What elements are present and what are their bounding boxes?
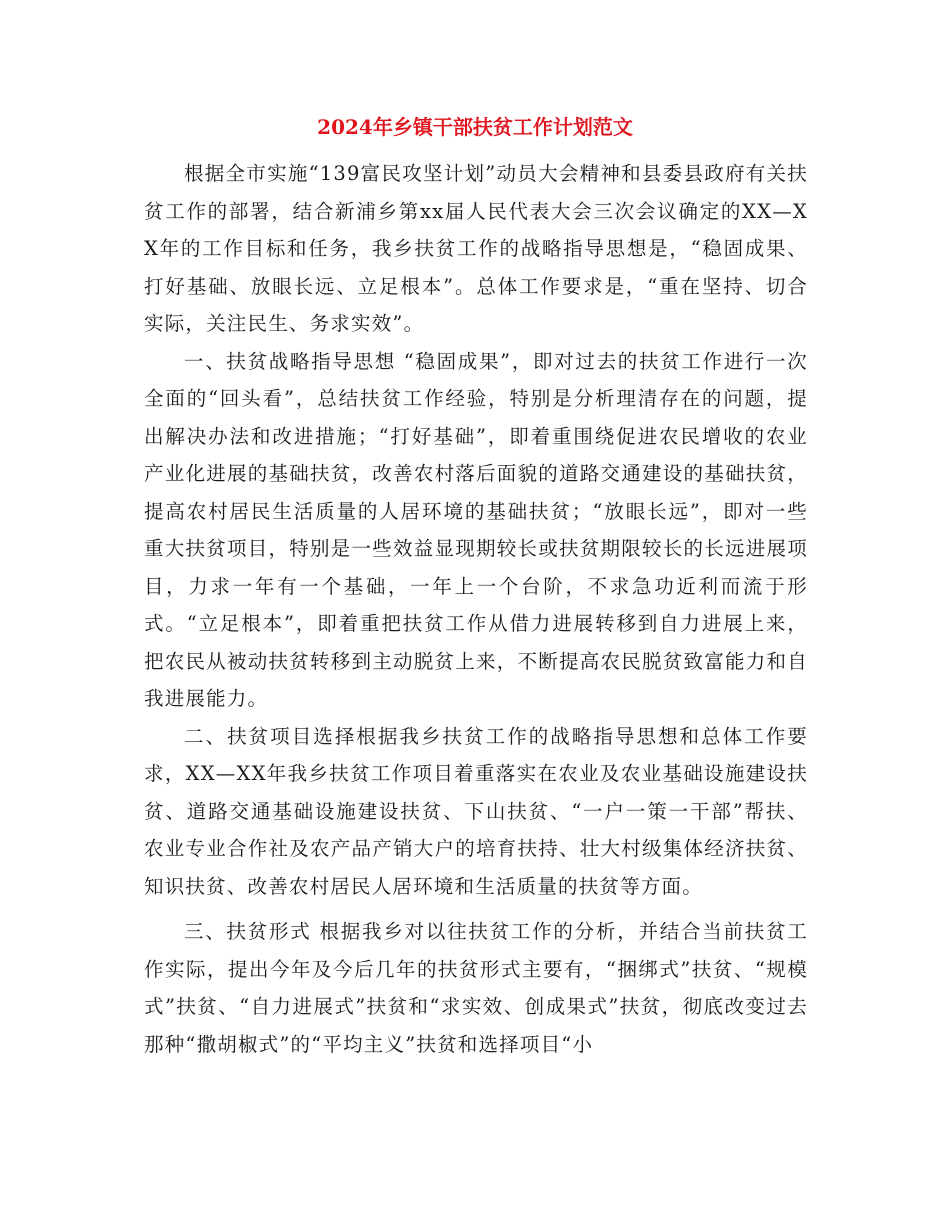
document-title: 2024年乡镇干部扶贫工作计划范文: [317, 115, 633, 139]
document-body: [144, 155, 808, 1063]
paragraph-intro: 根据全市实施“139富民攻坚计划”动员大会精神和县委县政府有关扶贫工作的部署，结合新浦乡第xx届人民代表大会三次会议确定的XX—XX年的工作目标和任务，我乡扶贫工作的战略指导思想是，“稳固成果、打好基础、放眼长远、立足根本”。总体工作要求是，“重在坚持、切合实际，关注民生、务求实效”。: [144, 162, 808, 335]
paragraph-forms: 三、扶贫形式 根据我乡对以往扶贫工作的分析，并结合当前扶贫工作实际，提出今年及今后几年的扶贫形式主要有，“捆绑式”扶贫、“规模式”扶贫、“自力进展式”扶贫和“求实效、创成果式”扶贫，彻底改变过去那种“撒胡椒式”的“平均主义”扶贫和选择项目“小: [144, 920, 808, 1056]
paragraph-projects: 二、扶贫项目选择根据我乡扶贫工作的战略指导思想和总体工作要求，XX—XX年我乡扶贫工作项目着重落实在农业及农业基础设施建设扶贫、道路交通基础设施建设扶贫、下山扶贫、“一户一策一干部”帮扶、农业专业合作社及农产品产销大户的培育扶持、壮大村级集体经济扶贫、知识扶贫、改善农村居民人居环境和生活质量的扶贫等方面。: [144, 724, 808, 898]
paragraph-strategy: 一、扶贫战略指导思想 “稳固成果”，即对过去的扶贫工作进行一次全面的“回头看”，总结扶贫工作经验，特别是分析理清存在的问题，提出解决办法和改进措施；“打好基础”，即着重围绕促进农民增收的农业产业化进展的基础扶贫，改善农村落后面貌的道路交通建设的基础扶贫，提高农村居民生活质量的人居环境的基础扶贫；“放眼长远”，即对一些重大扶贫项目，特别是一些效益显现期较长或扶贫期限较长的长远进展项目，力求一年有一个基础，一年上一个台阶，不求急功近利而流于形式。“立足根本”，即着重把扶贫工作从借力进展转移到自力进展上来，把农民从被动扶贫转移到主动脱贫上来，不断提高农民脱贫致富能力和自我进展能力。: [144, 349, 808, 710]
